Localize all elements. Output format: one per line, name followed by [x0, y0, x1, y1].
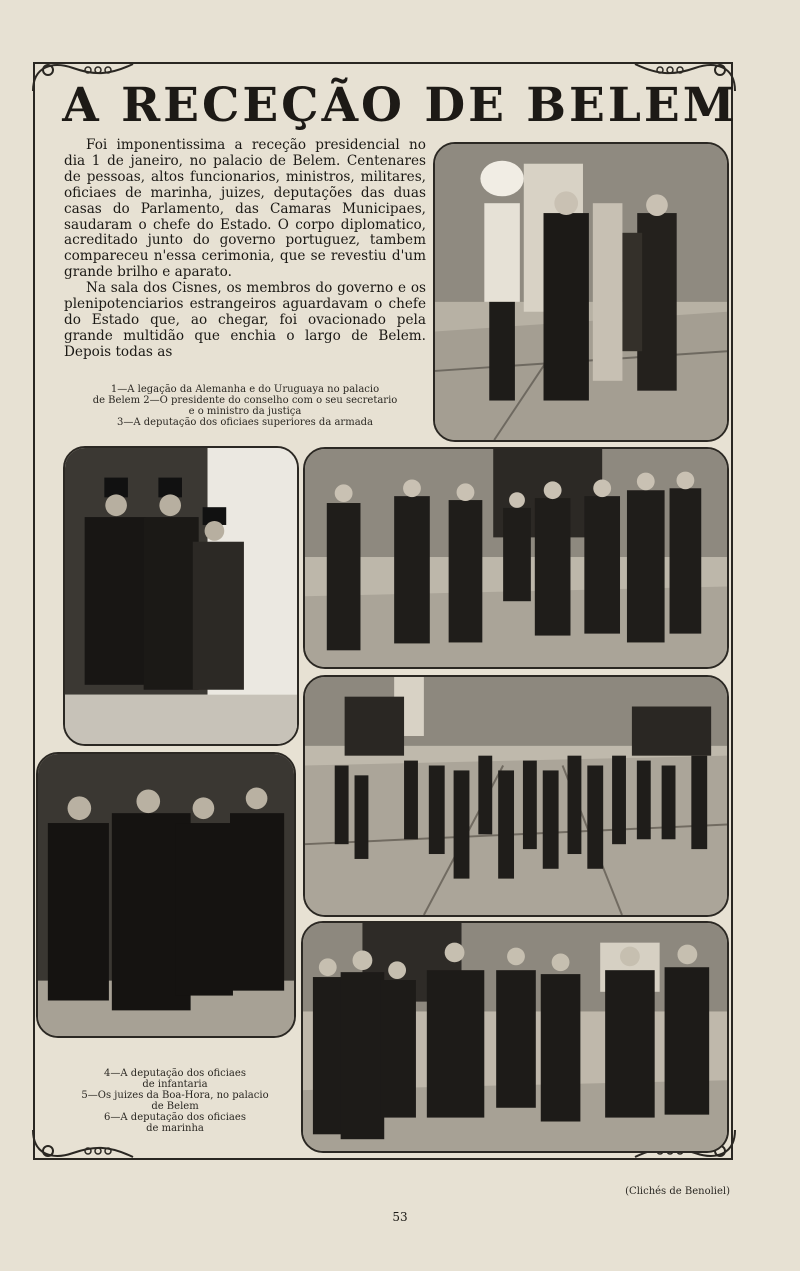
caption-line: 5—Os juizes da Boa-Hora, no palacio	[81, 1090, 269, 1101]
caption-line: 6—A deputação dos oficiaes	[104, 1112, 246, 1123]
caption-line: e o ministro da justiça	[188, 406, 302, 417]
article-paragraph-2: Na sala dos Cisnes, os membros do governo e os plenipotenciarios estrangeiros aguardavam o chefe do Estado que, ao chegar, foi ovacionado pela grande multidão que enchia o largo de Belem. Depois todas as	[64, 280, 426, 360]
photo-navy-officers	[301, 921, 729, 1153]
photo-judges-boa-hora	[36, 752, 296, 1038]
page-title: A RECEÇÃO DE BELEM	[62, 78, 738, 133]
photo-credit: (Clichés de Benoliel)	[625, 1186, 730, 1197]
photo-president-of-council	[63, 446, 299, 746]
caption-line: de marinha	[146, 1123, 204, 1134]
caption-line: de Belem	[151, 1101, 199, 1112]
caption-line: de infantaria	[142, 1079, 208, 1090]
photo-infantry-officers	[303, 675, 729, 917]
caption-line: 1—A legação da Alemanha e do Uruguaya no palacio	[110, 384, 380, 395]
caption-line: 4—A deputação dos oficiaes	[104, 1068, 246, 1079]
caption-line: 3—A deputação dos oficiaes superiores da armada	[116, 417, 374, 428]
caption-line: de Belem 2—O presidente do conselho com o seu secretario	[92, 395, 398, 406]
caption-photos-1-3	[60, 384, 430, 428]
article-body	[64, 138, 426, 361]
photo-senior-naval-officers	[303, 447, 729, 669]
page-number: 53	[392, 1210, 408, 1224]
article-paragraph-1: Foi imponentissima a receção presidencial no dia 1 de janeiro, no palacio de Belem. Centenares de pessoas, altos funcionarios, ministros, militares, oficiaes de marinha, juizes, deputações das duas casas do Parlamento, das Camaras Municipaes, saudaram o chefe do Estado. O corpo diplomatico, acreditado junto do governo portuguez, tambem compareceu n'essa cerimonia, que se revestiu d'um grande brilho e aparato.	[64, 137, 426, 281]
photo-legation-germany-uruguay	[433, 142, 729, 442]
caption-photos-4-6	[50, 1068, 300, 1134]
